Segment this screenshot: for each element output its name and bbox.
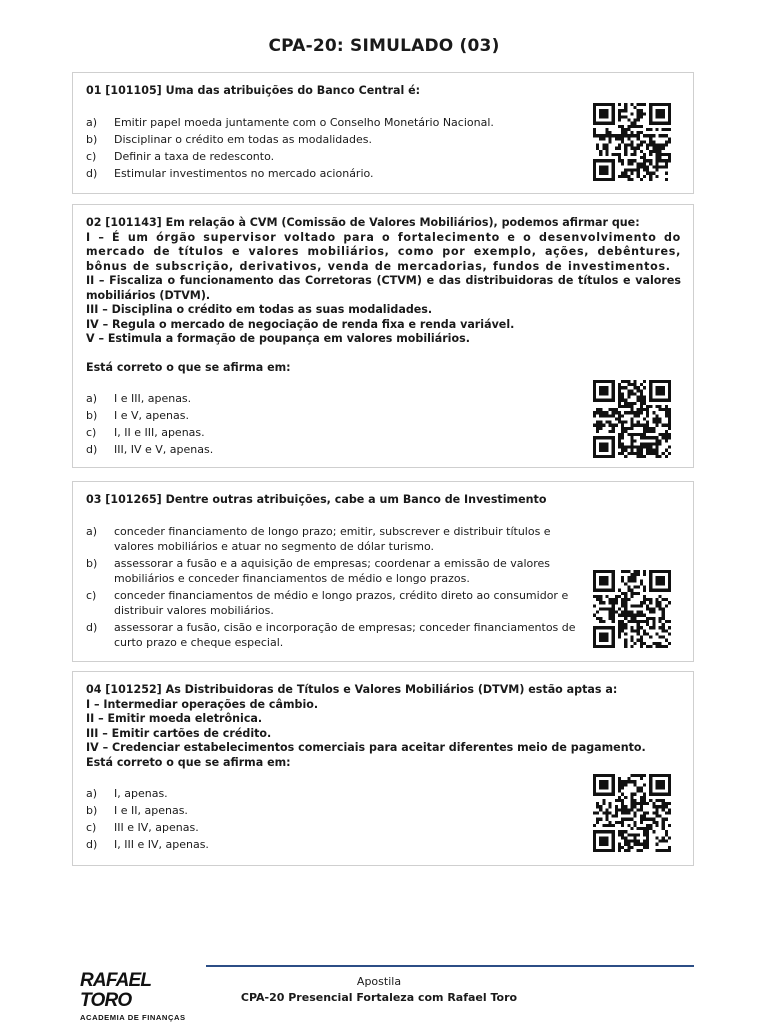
- option-letter: b): [86, 804, 98, 817]
- option-text: III, IV e V, apenas.: [114, 443, 214, 456]
- option-text: I e V, apenas.: [114, 409, 189, 422]
- option-b[interactable]: [86, 408, 586, 423]
- option-c[interactable]: [86, 820, 586, 835]
- option-letter: d): [86, 443, 98, 456]
- option-b[interactable]: [86, 132, 586, 147]
- option-text: assessorar a fusão, cisão e incorporação de empresas; conceder financiamentos de curto prazo e cheque especial.: [114, 620, 576, 649]
- logo-wordmark: RAFAEL TORO: [80, 970, 151, 1011]
- option-list: [86, 786, 586, 852]
- option-text: Estimular investimentos no mercado acionário.: [114, 166, 374, 180]
- option-letter: b): [86, 409, 98, 422]
- option-list: [86, 524, 586, 650]
- option-text: Disciplinar o crédito em todas as modalidades.: [114, 132, 373, 146]
- option-text: Definir a taxa de redesconto.: [114, 149, 275, 163]
- option-letter: b): [86, 556, 98, 570]
- question-prompt: Está correto o que se afirma em:: [86, 360, 291, 374]
- option-d[interactable]: [86, 620, 586, 650]
- option-c[interactable]: [86, 425, 586, 440]
- statement-item: I – É um órgão supervisor voltado para o fortalecimento e o desenvolvimento do mercado de títulos e valores mobiliários, como por exemplo, ações, debêntures, bônus de subscrição, derivativos, venda de mercadorias, fundos de investimentos.: [86, 230, 681, 273]
- option-list: [86, 115, 586, 181]
- option-text: assessorar a fusão e a aquisição de empresas; coordenar a emissão de valores mobiliários e conceder financiamentos de médio e longo prazos.: [114, 556, 551, 585]
- page-title: CPA-20: SIMULADO (03): [268, 36, 500, 56]
- qr-code-icon[interactable]: [591, 380, 673, 458]
- question-card-01: [72, 72, 694, 194]
- question-header: 02 [101143] Em relação à CVM (Comissão de Valores Mobiliários), podemos afirmar que:: [86, 216, 640, 229]
- statement-item: III – Disciplina o crédito em todas as suas modalidades.: [86, 303, 433, 316]
- option-text: I, III e IV, apenas.: [114, 838, 209, 851]
- qr-code-icon[interactable]: [591, 774, 673, 852]
- brand-logo: [80, 971, 204, 1022]
- option-text: conceder financiamentos de médio e longo prazos, crédito direto ao consumidor e distribuir valores mobiliários.: [114, 588, 569, 617]
- option-text: I e III, apenas.: [114, 392, 192, 405]
- statement-item: III – Emitir cartões de crédito.: [86, 726, 272, 740]
- option-letter: c): [86, 588, 97, 602]
- question-header: 03 [101265] Dentre outras atribuições, cabe a um Banco de Investimento: [86, 493, 547, 506]
- option-a[interactable]: [86, 786, 586, 801]
- question-card-02: [72, 204, 694, 468]
- option-letter: a): [86, 787, 98, 800]
- option-d[interactable]: [86, 442, 586, 457]
- option-letter: b): [86, 132, 98, 146]
- question-header: 01 [101105] Uma das atribuições do Banco Central é:: [86, 84, 421, 97]
- option-letter: a): [86, 115, 98, 129]
- question-card-04: [72, 671, 694, 866]
- qr-code-icon[interactable]: [591, 103, 673, 181]
- option-d[interactable]: [86, 166, 586, 181]
- option-letter: c): [86, 426, 97, 439]
- footer-label: Apostila: [356, 975, 402, 988]
- statement-item: II – Emitir moeda eletrônica.: [86, 712, 263, 725]
- footer-subtitle: CPA-20 Presencial Fortaleza com Rafael Toro: [240, 991, 518, 1004]
- statement-item: IV – Credenciar estabelecimentos comerciais para aceitar diferentes meio de pagamento.: [86, 741, 646, 754]
- option-list: [86, 391, 586, 457]
- option-text: I, II e III, apenas.: [114, 426, 205, 439]
- option-a[interactable]: [86, 524, 586, 554]
- option-text: III e IV, apenas.: [114, 821, 199, 834]
- logo-tagline: ACADEMIA DE FINANÇAS: [80, 1013, 186, 1022]
- qr-code-icon[interactable]: [591, 570, 673, 648]
- option-c[interactable]: [86, 588, 586, 618]
- option-text: I, apenas.: [114, 787, 168, 800]
- option-letter: d): [86, 838, 98, 851]
- option-a[interactable]: [86, 115, 586, 130]
- option-b[interactable]: [86, 803, 586, 818]
- statement-item: V – Estimula a formação de poupança em valores mobiliários.: [86, 332, 470, 345]
- statement-item: I – Intermediar operações de câmbio.: [86, 697, 319, 711]
- option-letter: a): [86, 392, 98, 405]
- statement-item: II – Fiscaliza o funcionamento das Corretoras (CTVM) e das distribuidoras de títulos e valores mobiliários (DTVM).: [86, 274, 681, 302]
- option-letter: c): [86, 149, 97, 163]
- question-header: 04 [101252] As Distribuidoras de Títulos e Valores Mobiliários (DTVM) estão aptas a:: [86, 683, 618, 696]
- statement-item: IV – Regula o mercado de negociação de renda fixa e renda variável.: [86, 317, 515, 331]
- option-text: I e II, apenas.: [114, 804, 188, 817]
- option-letter: d): [86, 166, 98, 180]
- option-letter: a): [86, 524, 98, 538]
- option-letter: d): [86, 620, 98, 634]
- footer-divider: [206, 965, 694, 967]
- question-prompt: Está correto o que se afirma em:: [86, 755, 291, 769]
- option-letter: c): [86, 821, 97, 834]
- option-a[interactable]: [86, 391, 586, 406]
- option-text: Emitir papel moeda juntamente com o Conselho Monetário Nacional.: [114, 115, 494, 129]
- option-c[interactable]: [86, 149, 586, 164]
- question-card-03: [72, 481, 694, 662]
- option-b[interactable]: [86, 556, 586, 586]
- option-d[interactable]: [86, 837, 586, 852]
- option-text: conceder financiamento de longo prazo; emitir, subscrever e distribuir títulos e valores mobiliários e atuar no segmento de dólar turismo.: [114, 524, 551, 553]
